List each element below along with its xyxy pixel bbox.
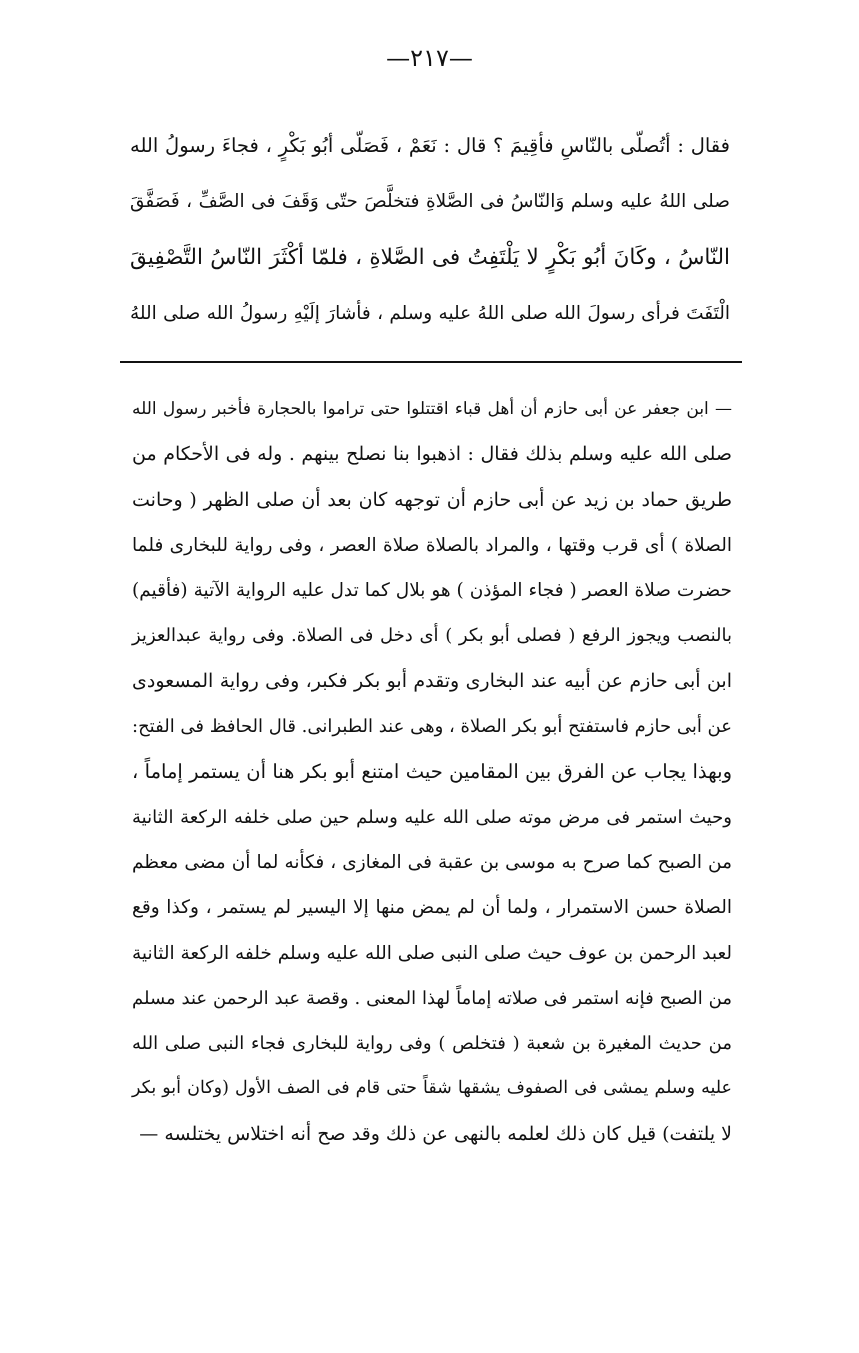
footnote-line: صلى الله عليه وسلم بذلك فقال : اذهبوا بنا نصلح بينهم . وله فى الأحكام من — [132, 443, 732, 466]
footnote — [132, 387, 732, 1157]
footnote-line: طريق حماد بن زيد عن أبى حازم أن توجهه كان بعد أن صلى الظهر ( وحانت — [132, 488, 732, 511]
page-number: —٢١٧— — [386, 44, 473, 72]
footnote-line: — ابن جعفر عن أبى حازم أن أهل قباء اقتتلوا حتى تراموا بالحجارة فأخبر رسول الله — [132, 399, 732, 419]
footnote-line: وحيث استمر فى مرض موته صلى الله عليه وسلم حين صلى خلفه الركعة الثانية — [132, 806, 732, 828]
footnote-line: من الصبح كما صرح به موسى بن عقبة فى المغازى ، فكأنه لما أن مضى معظم — [132, 851, 732, 873]
footnote-line: لا يلتفت) قيل كان ذلك لعلمه بالنهى عن ذلك وقد صح أنه اختلاس يختلسه — — [139, 1122, 732, 1145]
main-text-line: الْتَفَتَ فرأى رسولَ الله صلى اللهُ عليه وسلم ، فأشارَ إلَيْهِ رسولُ الله صلى اللهُ — [130, 303, 730, 324]
footnote-line: حضرت صلاة العصر ( فجاء المؤذن ) هو بلال كما تدل عليه الرواية الآتية (فأقيم) — [132, 580, 732, 602]
footnote-divider — [120, 361, 742, 363]
footnote-line: ابن أبى حازم عن أبيه عند البخارى وتقدم أبو بكر فكبر، وفى رواية المسعودى — [132, 669, 732, 692]
main-text — [130, 118, 730, 342]
main-text-line: فقال : أتُصلّى بالنّاسِ فأقِيمَ ؟ قال : نَعَمْ ، فَصَلّى أبُو بَكْرٍ ، فجاءَ رسولُ الله — [130, 134, 730, 157]
footnote-line: لعبد الرحمن بن عوف حيث صلى النبى صلى الله عليه وسلم خلفه الركعة الثانية — [131, 942, 732, 964]
footnote-line: من الصبح فإنه استمر فى صلاته إماماً لهذا المعنى . وقصة عبد الرحمن عند مسلم — [132, 987, 732, 1009]
footnote-line: الصلاة ) أى قرب وقتها ، والمراد بالصلاة صلاة العصر ، وفى رواية للبخارى فلما — [132, 534, 732, 556]
main-text-line: النّاسُ ، وكَانَ أبُو بَكْرٍ لا يَلْتَفِتُ فى الصَّلاةِ ، فلمّا أكْثَرَ النّاسُ التَّصْفِيقَ — [130, 245, 730, 270]
footnote-line: بالنصب ويجوز الرفع ( فصلى أبو بكر ) أى دخل فى الصلاة. وفى رواية عبدالعزيز — [132, 625, 732, 647]
footnote-line: عليه وسلم يمشى فى الصفوف يشقها شقاً حتى قام فى الصف الأول (وكان أبو بكر — [132, 1078, 732, 1099]
main-text-line: صلى اللهُ عليه وسلم وَالنّاسُ فى الصَّلاةِ فتخلَّصَ حتّى وَقَفَ فى الصَّفِّ ، فَصَفَّقَ — [130, 191, 730, 212]
footnote-line: عن أبى حازم فاستفتح أبو بكر الصلاة ، وهى عند الطبرانى. قال الحافظ فى الفتح: — [132, 716, 732, 738]
footnote-line: وبهذا يجاب عن الفرق بين المقامين حيث امتنع أبو بكر هنا أن يستمر إماماً ، — [132, 760, 732, 784]
footnote-line: الصلاة حسن الاستمرار ، ولما أن لم يمض منها إلا اليسير لم يستمر ، وكذا وقع — [132, 897, 732, 919]
footnote-line: من حديث المغيرة بن شعبة ( فتخلص ) وفى رواية للبخارى فجاء النبى صلى الله — [132, 1033, 732, 1055]
